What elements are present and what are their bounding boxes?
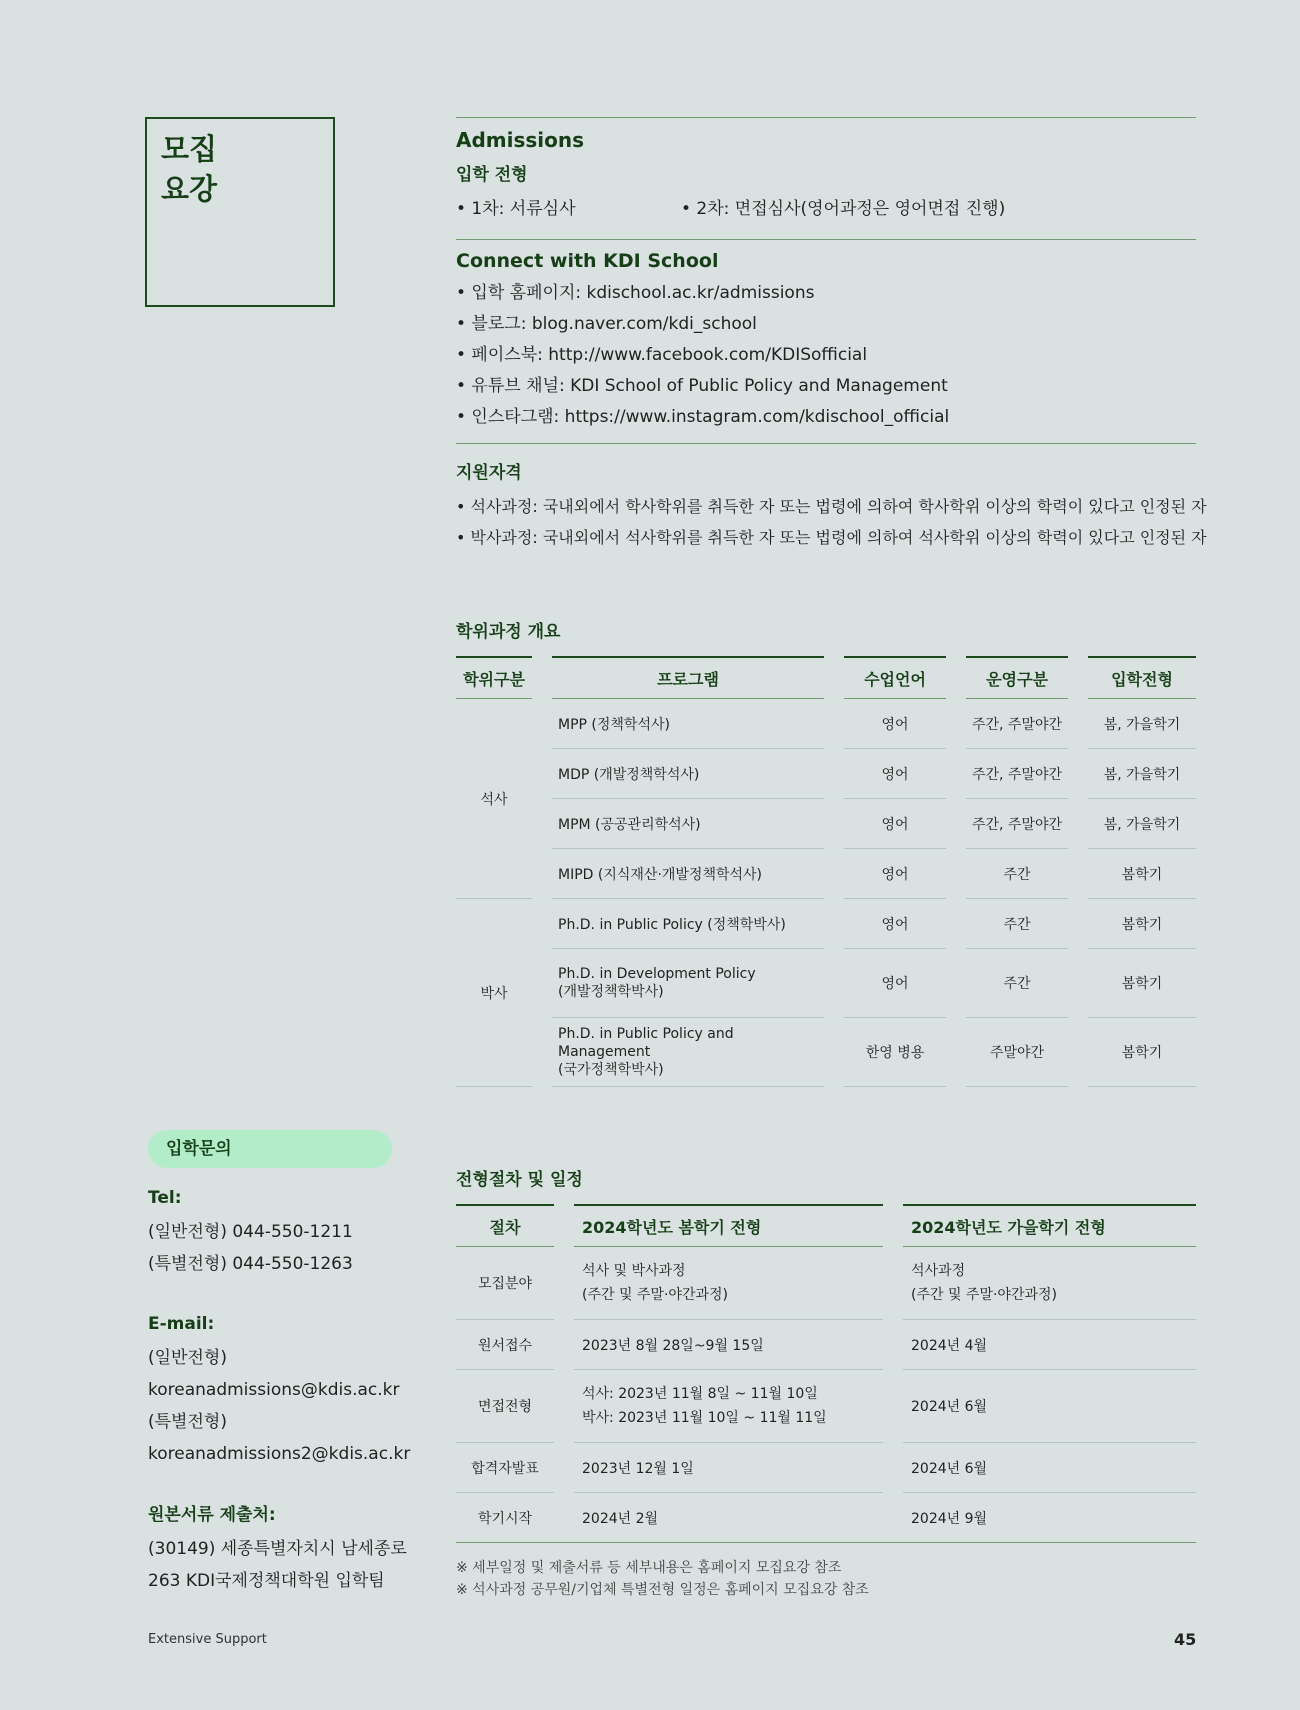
address-line-1: (30149) 세종특별자치시 남세종로 (148, 1539, 407, 1559)
program-operation: 주간 (966, 899, 1068, 949)
address-label: 원본서류 제출처: (148, 1505, 276, 1525)
email-general-label: (일반전형) (148, 1348, 227, 1368)
connect-title: Connect with KDI School (456, 250, 719, 272)
program-intake: 봄학기 (1088, 1018, 1196, 1087)
degree-header-program: 프로그램 (552, 656, 824, 699)
schedule-spring: 2024년 2월 (574, 1493, 883, 1543)
program-operation: 주간, 주말야간 (966, 749, 1068, 799)
program-language: 영어 (844, 899, 946, 949)
schedule-step: 학기시작 (456, 1493, 554, 1543)
schedule-fall: 2024년 6월 (903, 1370, 1196, 1443)
connect-youtube[interactable]: • 유튜브 채널: KDI School of Public Policy and Management (456, 376, 948, 396)
section-title-line-2: 요강 (161, 172, 218, 206)
table-row (456, 949, 1196, 1018)
program-name: Ph.D. in Public Policy and Management (국가정책학박사) (552, 1018, 824, 1087)
degree-table (456, 656, 1196, 1087)
degree-header-language: 수업언어 (844, 656, 946, 699)
tel-special[interactable]: (특별전형) 044-550-1263 (148, 1254, 353, 1274)
program-operation: 주간 (966, 849, 1068, 899)
contact-pill: 입학문의 (148, 1130, 392, 1168)
address-line-2: 263 KDI국제정책대학원 입학팀 (148, 1571, 385, 1591)
connect-instagram[interactable]: • 인스타그램: https://www.instagram.com/kdischool_official (456, 407, 950, 427)
email-special[interactable]: koreanadmissions2@kdis.ac.kr (148, 1444, 411, 1464)
section-title-box (145, 117, 335, 307)
degree-header-intake: 입학전형 (1088, 656, 1196, 699)
table-row (456, 799, 1196, 849)
connect-homepage[interactable]: • 입학 홈페이지: kdischool.ac.kr/admissions (456, 283, 815, 303)
schedule-spring: 석사 및 박사과정 (주간 및 주말·야간과정) (574, 1247, 883, 1320)
program-language: 영어 (844, 749, 946, 799)
program-operation: 주간 (966, 949, 1068, 1018)
program-name: MPM (공공관리학석사) (552, 799, 824, 849)
program-operation: 주말야간 (966, 1018, 1068, 1087)
eligibility-phd: • 박사과정: 국내외에서 석사학위를 취득한 자 또는 법령에 의하여 석사학위 이상의 학력이 있다고 인정된 자 (456, 528, 1207, 547)
table-row (456, 1018, 1196, 1087)
email-label: E-mail: (148, 1314, 215, 1334)
schedule-fall: 2024년 4월 (903, 1320, 1196, 1370)
program-language: 영어 (844, 849, 946, 899)
admissions-subtitle: 입학 전형 (456, 165, 528, 185)
program-intake: 봄학기 (1088, 949, 1196, 1018)
contact-sidebar (148, 1130, 411, 1597)
degree-group-masters: 석사 (456, 699, 532, 899)
schedule-fall: 2024년 6월 (903, 1443, 1196, 1493)
program-intake: 봄학기 (1088, 849, 1196, 899)
schedule-step: 면접전형 (456, 1370, 554, 1443)
schedule-table (456, 1204, 1196, 1543)
degree-table-title: 학위과정 개요 (456, 622, 561, 642)
program-operation: 주간, 주말야간 (966, 699, 1068, 749)
program-name: MPP (정책학석사) (552, 699, 824, 749)
admissions-section (456, 117, 1196, 225)
admissions-title: Admissions (456, 128, 585, 152)
schedule-note-2: ※ 석사과정 공무원/기업체 특별전형 일정은 홈페이지 모집요강 참조 (456, 1582, 869, 1598)
main-content (456, 117, 1207, 1601)
table-row (456, 1493, 1196, 1543)
section-title-line-1: 모집 (161, 132, 218, 166)
schedule-spring: 2023년 12월 1일 (574, 1443, 883, 1493)
schedule-spring: 석사: 2023년 11월 8일 ~ 11월 10일 박사: 2023년 11월 10일 ~ 11월 11일 (574, 1370, 883, 1443)
schedule-fall: 2024년 9월 (903, 1493, 1196, 1543)
table-row (456, 849, 1196, 899)
program-intake: 봄, 가을학기 (1088, 749, 1196, 799)
admissions-step-2: • 2차: 면접심사(영어과정은 영어면접 진행) (681, 199, 1006, 219)
program-intake: 봄학기 (1088, 899, 1196, 949)
schedule-header-spring: 2024학년도 봄학기 전형 (574, 1204, 883, 1247)
connect-blog[interactable]: • 블로그: blog.naver.com/kdi_school (456, 314, 757, 334)
program-intake: 봄, 가을학기 (1088, 799, 1196, 849)
table-row (456, 1443, 1196, 1493)
program-operation: 주간, 주말야간 (966, 799, 1068, 849)
schedule-header-step: 절차 (456, 1204, 554, 1247)
schedule-title: 전형절차 및 일정 (456, 1170, 583, 1190)
program-language: 한영 병용 (844, 1018, 946, 1087)
table-row (456, 1370, 1196, 1443)
program-name: Ph.D. in Development Policy (개발정책학박사) (552, 949, 824, 1018)
footer-section-label: Extensive Support (148, 1632, 267, 1647)
tel-label: Tel: (148, 1188, 182, 1208)
schedule-step: 모집분야 (456, 1247, 554, 1320)
program-name: MIPD (지식재산·개발정책학석사) (552, 849, 824, 899)
table-row (456, 899, 1196, 949)
program-language: 영어 (844, 699, 946, 749)
table-row (456, 749, 1196, 799)
schedule-step: 원서접수 (456, 1320, 554, 1370)
program-language: 영어 (844, 949, 946, 1018)
table-row (456, 1247, 1196, 1320)
schedule-header-fall: 2024학년도 가을학기 전형 (903, 1204, 1196, 1247)
email-general[interactable]: koreanadmissions@kdis.ac.kr (148, 1380, 400, 1400)
connect-section (456, 239, 1196, 433)
email-special-label: (특별전형) (148, 1412, 227, 1432)
program-intake: 봄, 가을학기 (1088, 699, 1196, 749)
table-row (456, 699, 1196, 749)
schedule-spring: 2023년 8월 28일~9월 15일 (574, 1320, 883, 1370)
tel-general[interactable]: (일반전형) 044-550-1211 (148, 1222, 353, 1242)
schedule-fall: 석사과정 (주간 및 주말·야간과정) (903, 1247, 1196, 1320)
degree-group-phd: 박사 (456, 899, 532, 1087)
degree-header-operation: 운영구분 (966, 656, 1068, 699)
program-name: Ph.D. in Public Policy (정책학박사) (552, 899, 824, 949)
degree-header-type: 학위구분 (456, 656, 532, 699)
schedule-step: 합격자발표 (456, 1443, 554, 1493)
program-name: MDP (개발정책학석사) (552, 749, 824, 799)
eligibility-section (456, 443, 1207, 553)
eligibility-title: 지원자격 (456, 463, 522, 483)
admissions-step-1: • 1차: 서류심사 (456, 199, 576, 219)
program-language: 영어 (844, 799, 946, 849)
connect-facebook[interactable]: • 페이스북: http://www.facebook.com/KDISofficial (456, 345, 868, 365)
table-row (456, 1320, 1196, 1370)
page-number: 45 (1174, 1630, 1197, 1649)
schedule-note-1: ※ 세부일정 및 제출서류 등 세부내용은 홈페이지 모집요강 참조 (456, 1560, 842, 1576)
eligibility-masters: • 석사과정: 국내외에서 학사학위를 취득한 자 또는 법령에 의하여 학사학위 이상의 학력이 있다고 인정된 자 (456, 497, 1207, 516)
